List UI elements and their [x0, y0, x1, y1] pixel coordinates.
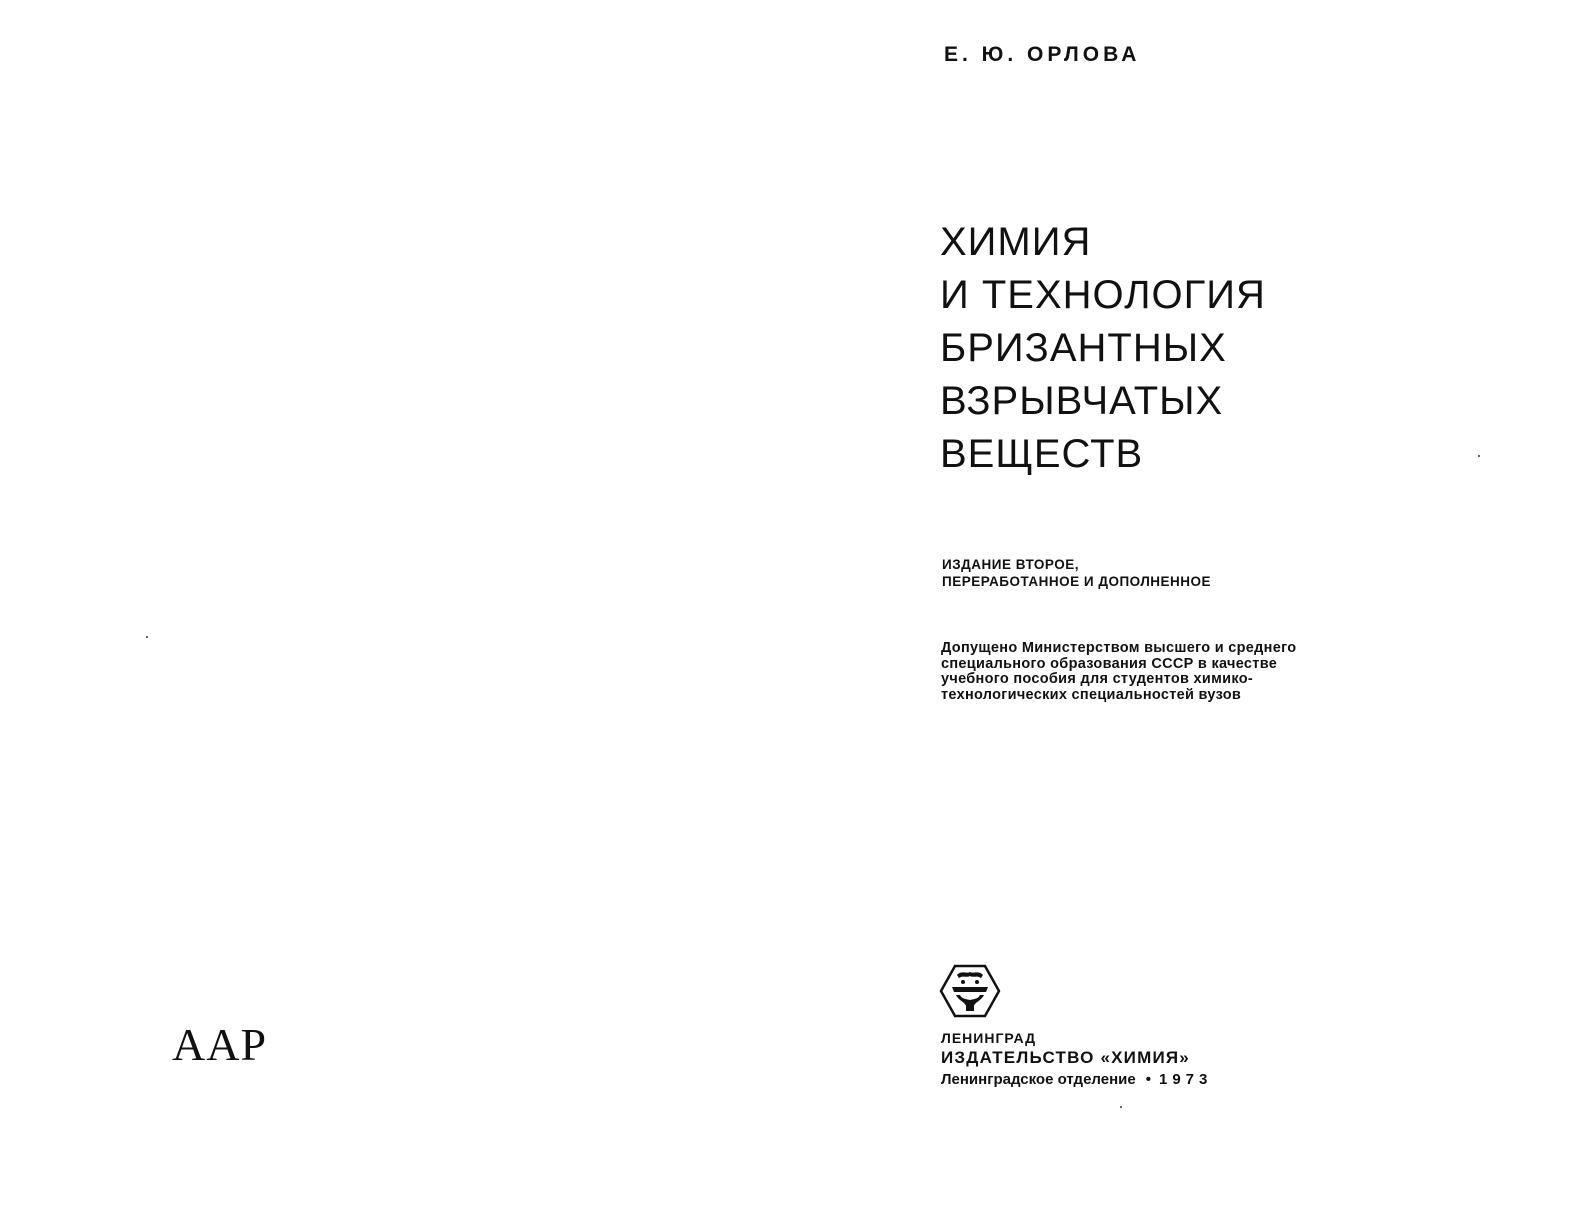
approval-line: учебного пособия для студентов химико-: [941, 671, 1254, 687]
author-name: Е. Ю. ОРЛОВА: [944, 43, 1141, 66]
publisher-emblem-icon: [939, 964, 1001, 1018]
scan-speck: [146, 636, 148, 638]
scan-speck: [1478, 455, 1480, 457]
publisher-imprint: [941, 1029, 1212, 1091]
imprint-publisher: ИЗДАТЕЛЬСТВО «ХИМИЯ»: [941, 1048, 1190, 1067]
imprint-city: ЛЕНИНГРАД: [941, 1030, 1037, 1046]
title-line: И ТЕХНОЛОГИЯ: [940, 273, 1266, 317]
left-page: [0, 0, 790, 1231]
scan-speck: [1120, 1106, 1122, 1108]
approval-line: специального образования СССР в качестве: [941, 655, 1278, 672]
library-mark: AAP: [172, 1019, 268, 1070]
edition-line: ИЗДАНИЕ ВТОРОЕ,: [942, 557, 1079, 572]
imprint-branch: Ленинградское отделение: [941, 1071, 1136, 1088]
title-line: ВЕЩЕСТВ: [940, 432, 1144, 476]
approval-line: Допущено Министерством высшего и среднего: [941, 640, 1297, 656]
title-line: БРИЗАНТНЫХ: [940, 326, 1227, 370]
approval-line: технологических специальностей вузов: [941, 686, 1242, 703]
title-line: ВЗРЫВЧАТЫХ: [940, 379, 1224, 423]
edition-note: [942, 556, 1211, 590]
title-page: [790, 0, 1592, 1231]
imprint-separator: •: [1145, 1071, 1151, 1088]
book-title: [940, 216, 1266, 481]
title-line: ХИМИЯ: [940, 220, 1092, 264]
imprint-branch-line: [941, 1069, 1212, 1091]
edition-line: ПЕРЕРАБОТАННОЕ И ДОПОЛНЕННОЕ: [942, 574, 1212, 589]
approval-statement: [941, 641, 1296, 703]
imprint-year: 1973: [1158, 1071, 1213, 1088]
